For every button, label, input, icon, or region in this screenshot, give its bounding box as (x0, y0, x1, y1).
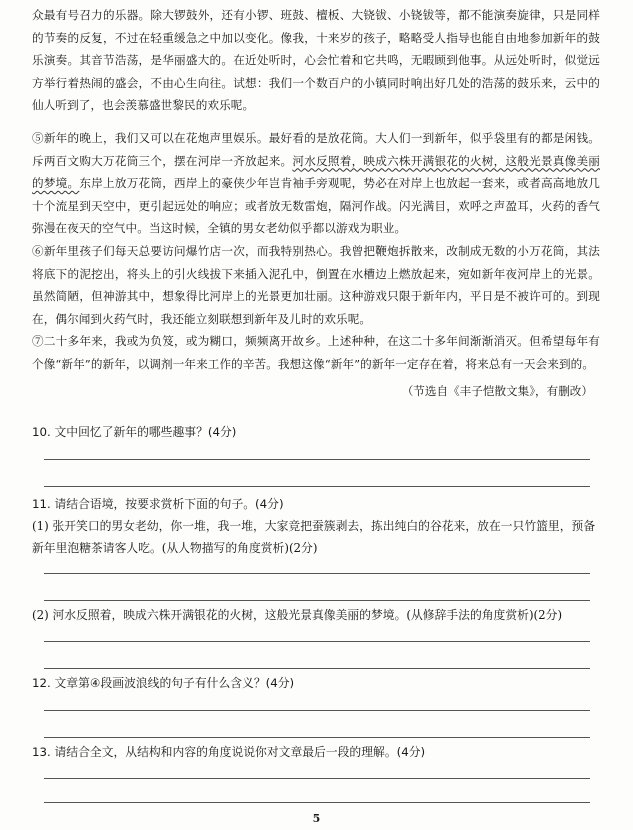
question-11-2: (2) 河水反照着，映成六株开满银花的火树，这般光景真像美丽的梦境。(从修辞手法的角度赏析)(2分) (32, 608, 563, 622)
paragraph-7: ⑦二十多年来，我或为负笈，或为糊口，频频离开故乡。上述种种，在这二十多年间渐渐消灭。但希望每年有个像“新年”的新年，以调剂一年来工作的辛苦。我想这像“新年”的新年一定存在着，将来总有一天会来到的。 (32, 334, 600, 371)
answer-line[interactable] (44, 459, 590, 460)
question-13: 13. 请结合全文，从结构和内容的角度说说你对文章最后一段的理解。(4分) (32, 745, 426, 759)
paragraph-5-part-b: 东岸上放万花筒，西岸上的豪侠少年岂肯袖手旁观呢，势必在对岸上也放起一套来，或者高高地放几十个流星到天空中，更引起远处的响应；或者放无数雷炮，隔河作战。闪光满目，欢呼之声盈耳，火药的香气弥漫在夜天的空气中。当这时候，全镇的男女老幼似乎都以游戏为职业。 (32, 176, 601, 236)
answer-line[interactable] (44, 600, 590, 601)
answer-line[interactable] (44, 668, 590, 669)
answer-line[interactable] (44, 486, 590, 487)
answer-line[interactable] (44, 641, 590, 642)
question-11-1: (1) 张开笑口的男女老幼，你一堆，我一堆，大家竞把蚕簇剥去，拣出纯白的谷花来，放在一只竹篮里，预备新年里泡糖茶请客人吃。(从人物描写的角度赏析)(2分) (32, 519, 596, 555)
answer-line[interactable] (44, 802, 590, 803)
question-11: 11. 请结合语境，按要求赏析下面的句子。(4分) (32, 497, 284, 511)
answer-line[interactable] (44, 778, 590, 779)
paragraph-5 (32, 127, 600, 240)
paragraph-6: ⑥新年里孩子们每天总要访问爆竹店一次，而我特别热心。我曾把鞭炮拆散来，改制成无数的小万花筒，其法将底下的泥挖出，将头上的引火线拔下来插入泥孔中，倒置在水槽边上燃放起来，宛如新年夜河岸上的光景。虽然简陋，但神游其中，想象得比河岸上的光景更加壮丽。这种游戏只限于新年内，平日是不被许可的。到现在，偶尔闻到火药气时，我还能立刻联想到新年及儿时的欢乐呢。 (32, 244, 600, 326)
answer-line[interactable] (44, 737, 590, 738)
question-12: 12. 文章第④段画波浪线的句子有什么含义？(4分) (32, 676, 295, 690)
wavy-underlined-sentence: 河水反照着，映成六株开满银花的火树，这般光景真像美丽的梦境。 (32, 153, 601, 191)
paragraph-5-part-a: ⑤新年的晚上，我们又可以在花炮声里娱乐。最好看的是放花筒。大人们一到新年，似乎袋里有的都是闲钱。斥两百文购大万花筒三个，摆在河岸一齐放起来。 (32, 131, 600, 168)
paragraph-intro: 众最有号召力的乐器。除大锣鼓外，还有小锣、班鼓、檀板、大铙钹、小铙钹等，都不能演奏旋律，只是同样的节奏的反复，不过在轻重缓急之中加以变化。像我，十来岁的孩子，略略受人指导也能自由地参加新年的鼓乐演奏。其音节浩荡，是华丽盛大的。在近处听时，心会忙着和它共鸣，无暇顾到他事。从远处听时，似觉远方举行着热闹的盛会，不由心生向往。试想：我们一个数百户的小镇同时响出好几处的浩荡的鼓乐来，云中的仙人听到了，也会羡慕盛世黎民的欢乐呢。 (32, 8, 600, 113)
question-10: 10. 文中回忆了新年的哪些趣事？(4分) (32, 425, 237, 439)
page-number: 5 (312, 812, 321, 825)
source-citation: （节选自《丰子恺散文集》，有删改） (401, 384, 593, 398)
answer-line[interactable] (44, 573, 590, 574)
answer-line[interactable] (44, 710, 590, 711)
